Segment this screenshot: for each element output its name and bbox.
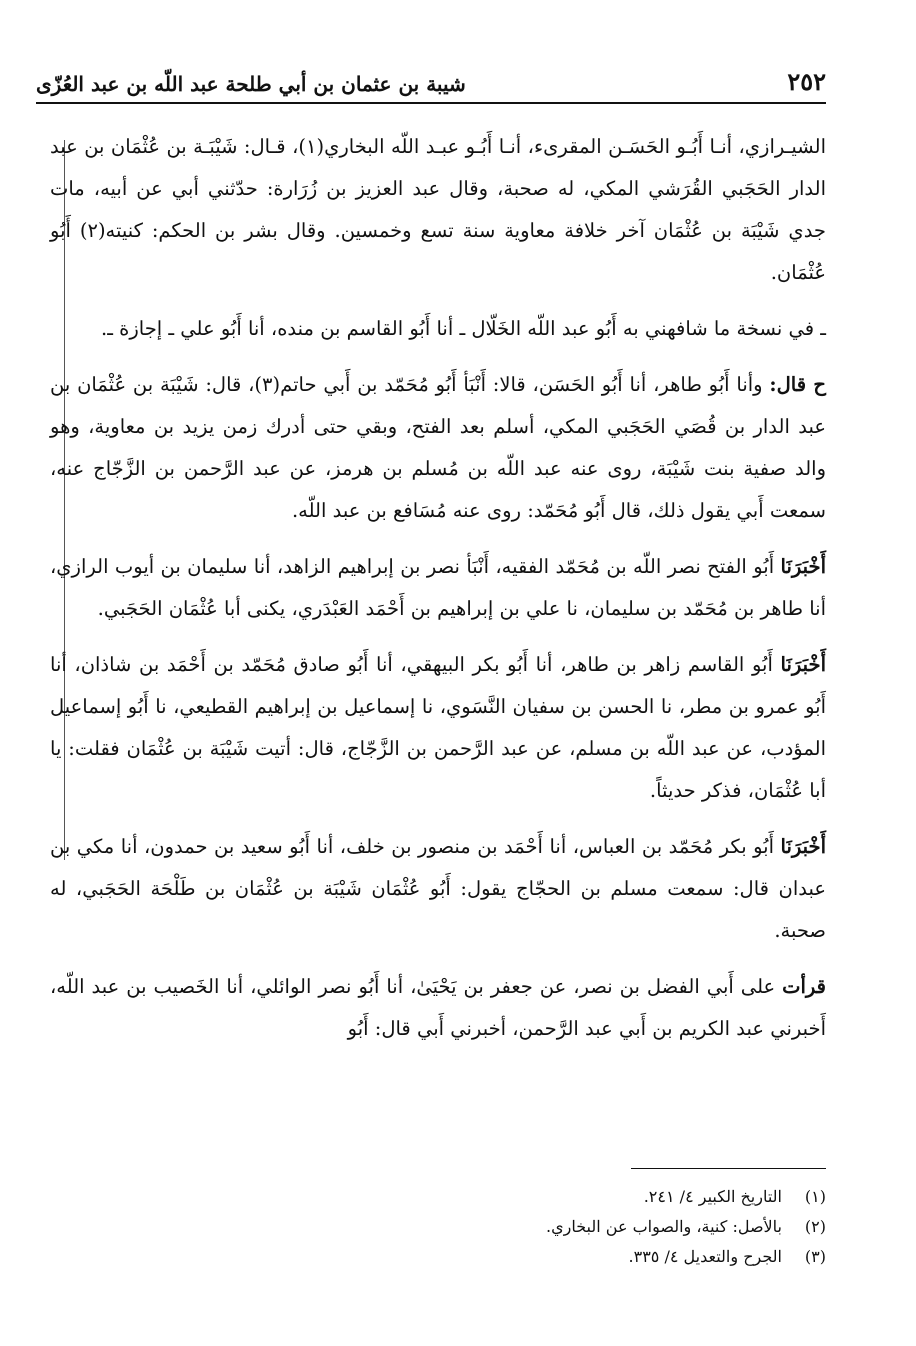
running-title: شيبة بن عثمان بن أبي طلحة عبد اللّه بن عبد العُزّى [36,72,466,96]
paragraph-lead: أَخْبَرَنَا [780,555,826,578]
footnote-text: بالأصل: كنية، والصواب عن البخاري. [545,1217,782,1236]
paragraph: ح قال: وأنا أَبُو طاهر، أنا أَبُو الحَسَن، قالا: أَنْبَأ أَبُو مُحَمّد بن أَبي حاتم(٣)، قال: شَيْبَة بن عُثْمَان بن عبد الدار بن قُصَي الحَجَبي المكي، أسلم بعد الفتح، وبقي حتى أدرك زمن يزيد بن معاوية، وهو والد صفية بنت شَيْبَة، روى عنه عبد اللّه بن مُسلم بن هرمز، عن عبد الرَّحمن بن الزَّجّاج عنه، سمعت أَبي يقول ذلك، قال أَبُو مُحَمّد: روى عنه مُسَافع بن عبد اللّه. [50,373,826,522]
page-header [36,60,826,104]
body-text [50,126,826,1064]
page-number: ٢٥٢ [787,67,826,96]
paragraph-lead: أَخْبَرَنَا [780,653,826,676]
paragraph: الشيـرازي، أنـا أَبُـو الحَسَـن المقرىء، أنـا أَبُـو عبـد اللّه البخاري(١)، قـال: شَيْبَـة بن عُثْمَان بن عبد الدار الحَجَبي القُرَشي المكي، له صحبة، وقال عبد العزيز بن زُرَارة: حدّثني أبي عن أبيه، مات جدي شَيْبَة بن عُثْمَان آخر خلافة معاوية سنة تسع وخمسين. وقال بشر بن الحكم: كنيته(٢) أَبُو عُثْمَان. [50,135,827,284]
footnote [50,1182,826,1212]
footnote-number: (٢) [804,1217,826,1236]
paragraph: أَخْبَرَنَا أَبُو الفتح نصر اللّه بن مُحَمّد الفقيه، أَنْبَأ نصر بن إبراهيم الزاهد، أنا سليمان بن أيوب الرازي، أنا طاهر بن مُحَمّد بن سليمان، نا علي بن إبراهيم بن أَحْمَد العَبْدَري، يكنى أبا عُثْمَان الحَجَبي. [50,555,826,620]
footnote-number: (١) [804,1187,826,1206]
paragraph-lead: ح قال: [769,373,826,396]
paragraph: أَخْبَرَنَا أَبُو القاسم زاهر بن طاهر، أنا أَبُو بكر البيهقي، أنا أَبُو صادق مُحَمّد بن أَحْمَد بن شاذان، أنا أَبُو عمرو بن مطر، نا الحسن بن سفيان النَّسَوي، نا إسماعيل بن إبراهيم القطيعي، نا أَبُو إسماعيل المؤدب، عن عبد اللّه بن مسلم، عن عبد الرَّحمن بن الزَّجّاج، قال: أتيت شَيْبَة بن عُثْمَان فقلت: يا أبا عُثْمَان، فذكر حديثاً. [50,653,826,802]
paragraph: ـ في نسخة ما شافهني به أَبُو عبد اللّه الخَلّال ـ أنا أَبُو القاسم بن منده، أنا أَبُو علي ـ إجازة ـ. [101,317,826,340]
footnote-text: التاريخ الكبير ٤/ ٢٤١. [643,1187,782,1206]
paragraph: أَخْبَرَنَا أَبُو بكر مُحَمّد بن العباس، أنا أَحْمَد بن منصور بن خلف، أنا أَبُو سعيد بن حمدون، أنا مكي بن عبدان قال: سمعت مسلم بن الحجّاج يقول: أَبُو عُثْمَان شَيْبَة بن عُثْمَان بن طَلْحَة الحَجَبي، له صحبة. [50,835,826,942]
footnote-text: الجرح والتعديل ٤/ ٣٣٥. [628,1247,782,1266]
footnote-number: (٣) [804,1247,826,1266]
footnote [50,1212,826,1242]
footnotes [50,1182,826,1272]
footnote [50,1242,826,1272]
paragraph: قرأت على أَبي الفضل بن نصر، عن جعفر بن يَحْيَىٰ، أنا أَبُو نصر الوائلي، أنا الخَصيب بن عبد اللّه، أَخبرني عبد الكريم بن أَبي عبد الرَّحمن، أخبرني أَبي قال: أَبُو [50,975,826,1040]
footnote-separator [631,1168,826,1169]
paragraph-lead: قرأت [782,975,826,998]
paragraph-lead: أَخْبَرَنَا [780,835,826,858]
